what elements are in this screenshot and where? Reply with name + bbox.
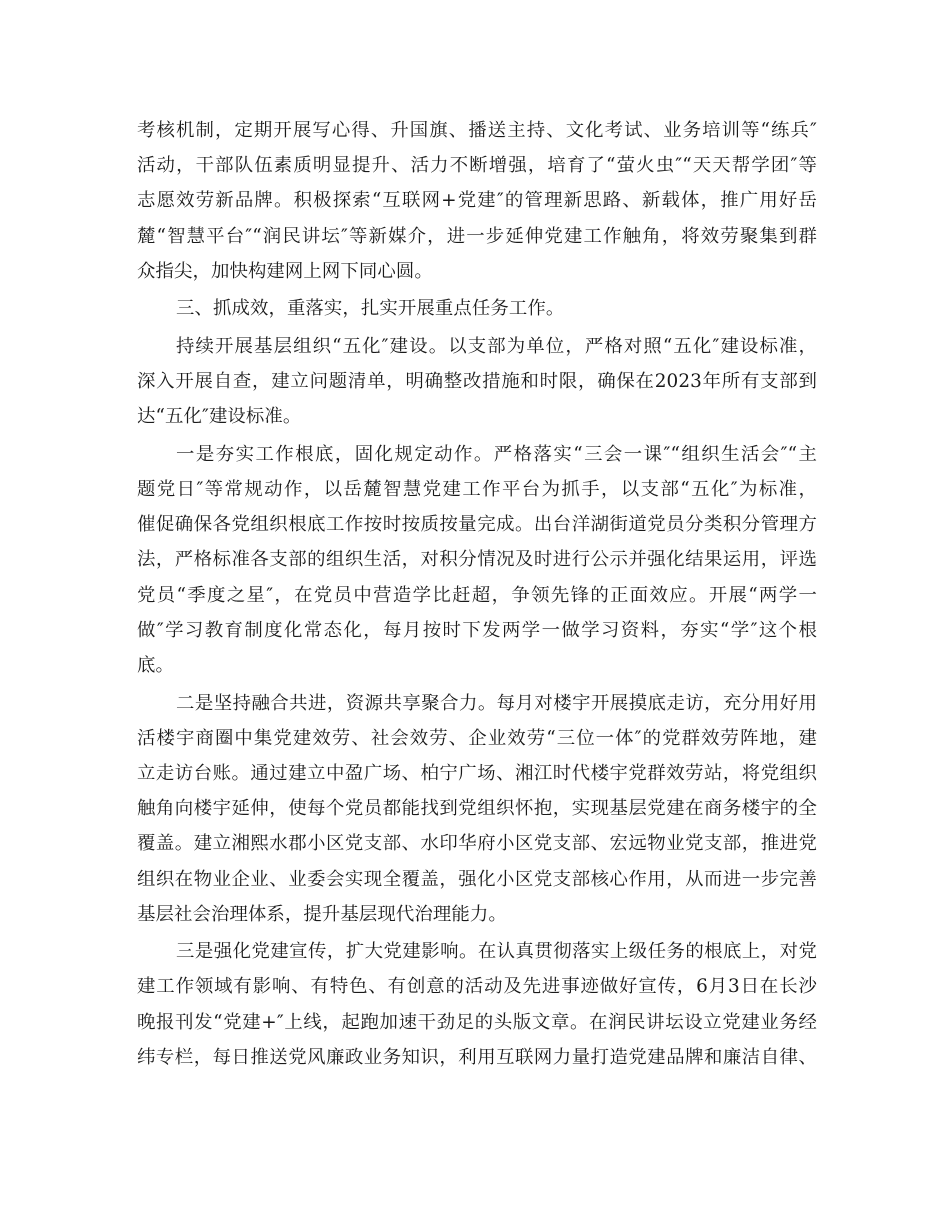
paragraph-sanshi bbox=[137, 934, 817, 1075]
text-line: 麓“智慧平台″“润民讲坛″等新媒介，进一步延伸党建工作触角，将效劳聚集到群 bbox=[137, 225, 817, 247]
text-line: 活楼宇商圈中集党建效劳、社会效劳、企业效劳“三位一体″的党群效劳阵地，建 bbox=[137, 727, 817, 749]
paragraph-yishi bbox=[137, 437, 817, 683]
document-page bbox=[137, 113, 817, 1075]
text-line: 三是强化党建宣传，扩大党建影响。在认真贯彻落实上级任务的根底上，对党 bbox=[176, 941, 817, 963]
text-line: 持续开展基层组织“五化″建设。以支部为单位，严格对照“五化″建设标准， bbox=[176, 335, 817, 357]
text-line: 活动，干部队伍素质明显提升、活力不断增强，培育了“萤火虫″“天天帮学团″等 bbox=[137, 155, 817, 177]
text-line: 一是夯实工作根底，固化规定动作。严格落实“三会一课″“组织生活会″“主 bbox=[176, 443, 817, 465]
text-line: 纬专栏，每日推送党风廉政业务知识，利用互联网力量打造党建品牌和廉洁自律、 bbox=[137, 1046, 817, 1068]
section-heading bbox=[137, 291, 817, 326]
text-line: 覆盖。建立湘熙水郡小区党支部、水印华府小区党支部、宏远物业党支部，推进党 bbox=[137, 833, 817, 855]
text-line: 党员“季度之星″，在党员中营造学比赶超，争领先锋的正面效应。开展“两学一 bbox=[137, 584, 817, 606]
text-line: 达“五化″建设标准。 bbox=[137, 406, 302, 428]
text-line: 催促确保各党组织根底工作按时按质按量完成。出台洋湖街道党员分类积分管理方 bbox=[137, 514, 817, 536]
text-line: 法，严格标准各支部的组织生活，对积分情况及时进行公示并强化结果运用，评选 bbox=[137, 549, 817, 571]
text-line: 做″学习教育制度化常态化，每月按时下发两学一做学习资料，夯实“学″这个根 bbox=[137, 619, 817, 641]
text-line: 晚报刊发“党建+″上线，起跑加速干劲足的头版文章。在润民讲坛设立党建业务经 bbox=[137, 1011, 817, 1033]
text-line: 触角向楼宇延伸，使每个党员都能找到党组织怀抱，实现基层党建在商务楼宇的全 bbox=[137, 798, 817, 820]
text-line: 题党日″等常规动作，以岳麓智慧党建工作平台为抓手，以支部“五化″为标准， bbox=[137, 479, 817, 501]
text-line: 基层社会治理体系，提升基层现代治理能力。 bbox=[137, 903, 507, 925]
paragraph-wuhua bbox=[137, 329, 817, 435]
text-line: 考核机制，定期开展写心得、升国旗、播送主持、文化考试、业务培训等“练兵″ bbox=[137, 120, 817, 141]
text-line: 底。 bbox=[137, 654, 174, 676]
paragraph-ershi bbox=[137, 686, 817, 932]
text-line: 组织在物业企业、业委会实现全覆盖，强化小区党支部核心作用，从而进一步完善 bbox=[137, 868, 817, 890]
text-line: 众指尖，加快构建网上网下同心圆。 bbox=[137, 260, 433, 282]
text-line: 志愿效劳新品牌。积极探索“互联网+党建″的管理新思路、新载体，推广用好岳 bbox=[137, 190, 817, 212]
text-line: 建工作领域有影响、有特色、有创意的活动及先进事迹做好宣传，6月3日在长沙 bbox=[137, 976, 817, 998]
heading-text: 三、抓成效，重落实，扎实开展重点任务工作。 bbox=[176, 298, 565, 320]
text-line: 深入开展自查，建立问题清单，明确整改措施和时限，确保在2023年所有支部到 bbox=[137, 371, 817, 393]
text-line: 二是坚持融合共进，资源共享聚合力。每月对楼宇开展摸底走访，充分用好用 bbox=[176, 692, 817, 714]
text-line: 立走访台账。通过建立中盈广场、柏宁广场、湘江时代楼宇党群效劳站，将党组织 bbox=[137, 762, 817, 784]
paragraph-continuation bbox=[137, 113, 817, 289]
